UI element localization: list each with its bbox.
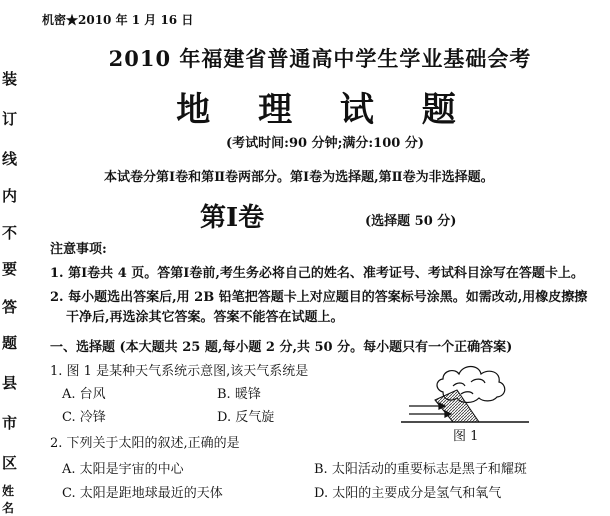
margin-char: 不 [2,224,18,242]
volume-meta: (选择题 50 分) [365,214,457,229]
question-1-option-a: A. 台风 [62,387,106,402]
margin-char: 答 [2,298,18,316]
volume-title: 第Ⅰ卷 [200,203,265,233]
margin-char: 姓名 [2,484,15,515]
question-1-option-b: B. 暖锋 [217,387,261,402]
margin-char: 县 [2,374,18,392]
confidential-label: 机密★2010 年 1 月 16 日 [42,13,194,27]
question-2-option-a: A. 太阳是宇宙的中心 [62,462,184,477]
binding-margin-strip [0,0,18,515]
question-1-option-d: D. 反气旋 [217,410,275,425]
figure-1-caption: 图 1 [453,429,479,444]
margin-char: 装 [2,70,18,88]
margin-char: 区 [2,454,18,472]
margin-char: 线 [2,150,18,168]
subject-title: 地 理 试 题 [176,90,474,130]
question-2-option-c: C. 太阳是距地球最近的天体 [62,486,223,501]
margin-char: 要 [2,260,18,278]
section-heading: 一、选择题 (本大题共 25 题,每小题 2 分,共 50 分。每小题只有一个正确答案) [50,340,513,355]
margin-char: 内 [2,187,18,205]
question-1-option-c: C. 冷锋 [62,410,106,425]
margin-char: 订 [2,110,18,128]
question-2-stem: 2. 下列关于太阳的叙述,正确的是 [50,436,240,451]
intro-text: 本试卷分第Ⅰ卷和第Ⅱ卷两部分。第Ⅰ卷为选择题,第Ⅱ卷为非选择题。 [104,170,494,185]
notes-heading: 注意事项: [50,242,107,257]
question-2-option-d: D. 太阳的主要成分是氢气和氧气 [314,486,502,501]
note-item-2-cont: 干净后,再选涂其它答案。答案不能答在试题上。 [66,310,344,325]
exam-title: 2010 年福建省普通高中学生学业基础会考 [108,46,532,71]
margin-char: 市 [2,414,18,432]
margin-char: 题 [2,334,18,352]
question-2-option-b: B. 太阳活动的重要标志是黑子和耀斑 [314,462,527,477]
exam-info: (考试时间:90 分钟;满分:100 分) [226,136,424,151]
note-item-1: 1. 第Ⅰ卷共 4 页。答第Ⅰ卷前,考生务必将自己的姓名、准考证号、考试科目涂写在答题卡上。 [50,266,584,281]
question-1-stem: 1. 图 1 是某种天气系统示意图,该天气系统是 [50,364,309,379]
note-item-2: 2. 每小题选出答案后,用 2B 铅笔把答题卡上对应题目的答案标号涂黑。如需改动,用橡皮擦擦 [50,290,588,305]
